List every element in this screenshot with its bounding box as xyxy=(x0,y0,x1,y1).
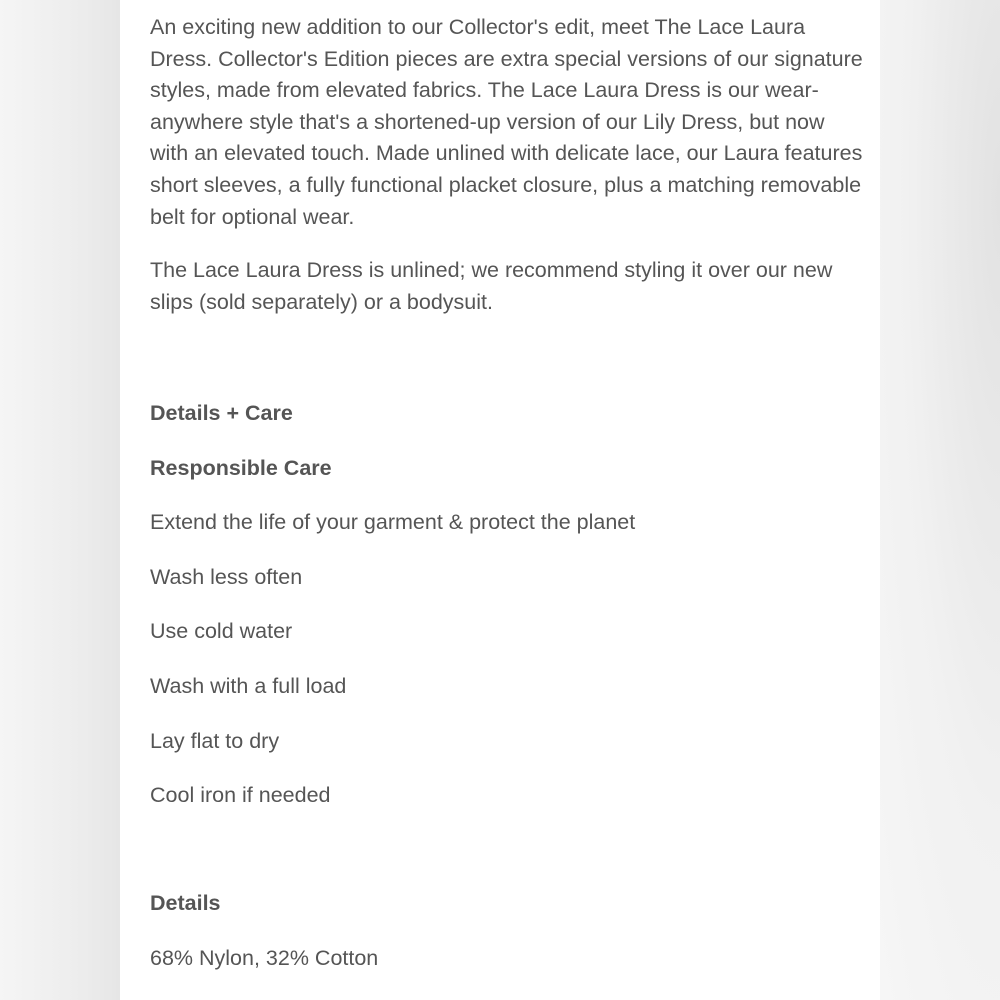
description-paragraph-1: An exciting new addition to our Collector's edit, meet The Lace Laura Dress. Collector's Edition pieces are extra special versions of our signature styles, made from elevated fabrics. The Lace Laura Dress is our wear-anywhere style that's a shortened-up version of our Lily Dress, but now with an elevated touch. Made unlined with delicate lace, our Laura features short sleeves, a fully functional placket closure, plus a matching removable belt for optional wear. xyxy=(150,15,863,229)
care-tip: Lay flat to dry xyxy=(150,728,280,753)
care-tip: Wash with a full load xyxy=(150,673,347,698)
responsible-care-intro: Extend the life of your garment & protect the planet xyxy=(150,510,636,535)
care-tip: Use cold water xyxy=(150,619,293,644)
details-care-heading[interactable]: Details + Care xyxy=(150,401,293,425)
responsible-care-heading: Responsible Care xyxy=(150,455,332,480)
details-section xyxy=(150,888,865,973)
fabric-composition: 68% Nylon, 32% Cotton xyxy=(150,945,379,970)
care-tip: Cool iron if needed xyxy=(150,783,331,808)
description-paragraph-2: The Lace Laura Dress is unlined; we recommend styling it over our new slips (sold separately) or a bodysuit. xyxy=(150,258,833,314)
details-heading[interactable]: Details xyxy=(150,891,221,915)
page-background-left xyxy=(0,0,120,1000)
care-tip: Wash less often xyxy=(150,564,303,589)
product-description xyxy=(150,12,865,318)
page-background-right xyxy=(880,0,1000,1000)
product-description-panel xyxy=(120,0,880,1000)
details-care-section xyxy=(150,398,865,810)
